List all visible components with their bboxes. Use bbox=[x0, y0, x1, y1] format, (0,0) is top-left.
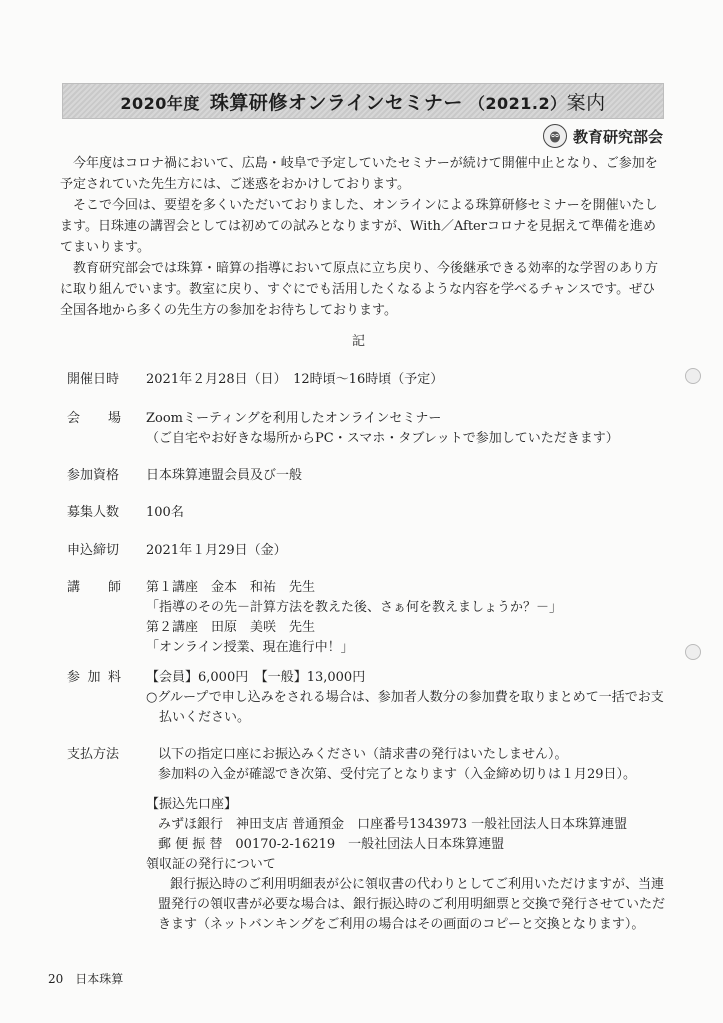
row-date bbox=[67, 370, 667, 390]
row-deadline bbox=[67, 541, 667, 561]
intro-paragraph: 教育研究部会では珠算・暗算の指導において原点に立ち戻り、今後継承できる効率的な学習のあり方に取り組んでいます。教室に戻り、すぐにでも活用したくなるような内容を学べるチャンスです。ぜひ全国各地から多くの先生方の参加をお待ちしております。 bbox=[60, 261, 659, 318]
value-deadline: 2021年１月29日（金） bbox=[146, 543, 287, 558]
label-lecturers bbox=[67, 578, 121, 598]
department-name: 教育研究部会 bbox=[572, 127, 663, 146]
value-date: 2021年２月28日（日） 12時頃〜16時頃（予定） bbox=[146, 372, 444, 387]
row-payment bbox=[67, 745, 667, 935]
title-year: 2020年度 bbox=[120, 93, 200, 113]
receipt-text: きます（ネットバンキングをご利用の場合はその画面のコピーと交換となります）。 bbox=[158, 917, 645, 932]
department-badge bbox=[543, 124, 663, 148]
row-eligibility bbox=[67, 466, 667, 486]
binder-hole-icon bbox=[685, 644, 701, 660]
page-title bbox=[120, 88, 605, 115]
label-payment: 支払方法 bbox=[67, 747, 120, 762]
value-venue: Zoomミーティングを利用したオンラインセミナー bbox=[146, 411, 442, 426]
title-date: （2021.2） bbox=[468, 93, 567, 113]
value-capacity: 100名 bbox=[146, 505, 184, 520]
row-venue bbox=[67, 409, 667, 449]
title-banner bbox=[62, 83, 664, 119]
owl-mascot-icon bbox=[543, 124, 567, 148]
value-eligibility: 日本珠算連盟会員及び一般 bbox=[146, 468, 303, 483]
row-lecturers bbox=[67, 578, 667, 658]
fee-note-cont: 払いください。 bbox=[159, 710, 251, 725]
lecturer-1-topic: 「指導のその先－計算方法を教えた後、さぁ何を教えましょうか？－」 bbox=[146, 600, 563, 615]
label-date: 開催日時 bbox=[67, 372, 120, 387]
row-capacity bbox=[67, 503, 667, 523]
label-deadline: 申込締切 bbox=[67, 543, 120, 558]
payment-line: 参加料の入金が確認でき次第、受付完了となります（入金締め切りは１月29日）。 bbox=[158, 767, 637, 782]
receipt-text: 盟発行の領収書が必要な場合は、銀行振込時のご利用明細票と交換で発行させていただ bbox=[158, 897, 666, 912]
binder-hole-icon bbox=[685, 368, 701, 384]
intro-paragraph: 今年度はコロナ禍において、広島・岐阜で予定していたセミナーが続けて開催中止となり、ご参加を予定されていた先生方には、ご迷惑をおかけしております。 bbox=[60, 156, 658, 192]
intro-text bbox=[60, 153, 666, 321]
label-char: 師 bbox=[107, 580, 121, 595]
ki-mark: 記 bbox=[352, 334, 366, 349]
payment-line: 以下の指定口座にお振込みください（請求書の発行はいたしません）。 bbox=[158, 747, 568, 762]
label-char: 場 bbox=[107, 411, 121, 426]
postal-account: 郵 便 振 替 00170-2-16219 一般社団法人日本珠算連盟 bbox=[158, 837, 505, 852]
intro-paragraph: そこで今回は、要望を多くいただいておりました、オンラインによる珠算研修セミナーを開催いたします。日珠連の講習会としては初めての試みとなりますが、With／Afterコロナを見据えて準備を進めてまいります。 bbox=[60, 198, 658, 255]
label-char: 料 bbox=[107, 670, 121, 685]
title-tail: 案内 bbox=[566, 91, 606, 114]
lecturer-1: 第１講座 金本 和祐 先生 bbox=[146, 580, 316, 595]
receipt-text: 銀行振込時のご利用明細表が公に領収書の代わりとしてご利用いただけますが、当連 bbox=[170, 877, 665, 892]
bank-account: みずほ銀行 神田支店 普通預金 口座番号1343973 一般社団法人日本珠算連盟 bbox=[158, 817, 628, 832]
title-main: 珠算研修オンラインセミナー bbox=[209, 91, 463, 114]
label-capacity: 募集人数 bbox=[67, 505, 120, 520]
label-fee bbox=[67, 668, 121, 688]
value-venue-note: （ご自宅やお好きな場所からPC・スマホ・タブレットで参加していただきます） bbox=[146, 431, 619, 446]
account-heading: 【振込先口座】 bbox=[146, 797, 238, 812]
row-fee bbox=[67, 668, 667, 728]
fee-amounts: 【会員】6,000円 【一般】13,000円 bbox=[146, 670, 366, 685]
fee-note: ○グループで申し込みをされる場合は、参加者人数分の参加費を取りまとめて一括でお支 bbox=[146, 690, 664, 705]
label-char: 加 bbox=[87, 670, 101, 685]
lecturer-2-topic: 「オンライン授業、現在進行中！」 bbox=[146, 640, 354, 655]
page-footer: 20 日本珠算 bbox=[48, 972, 124, 986]
label-char: 参 bbox=[67, 670, 81, 685]
label-venue bbox=[67, 409, 121, 429]
receipt-heading: 領収証の発行について bbox=[146, 857, 276, 872]
label-char: 講 bbox=[67, 580, 81, 595]
lecturer-2: 第２講座 田原 美咲 先生 bbox=[146, 620, 316, 635]
label-char: 会 bbox=[67, 411, 81, 426]
label-eligibility: 参加資格 bbox=[67, 468, 120, 483]
